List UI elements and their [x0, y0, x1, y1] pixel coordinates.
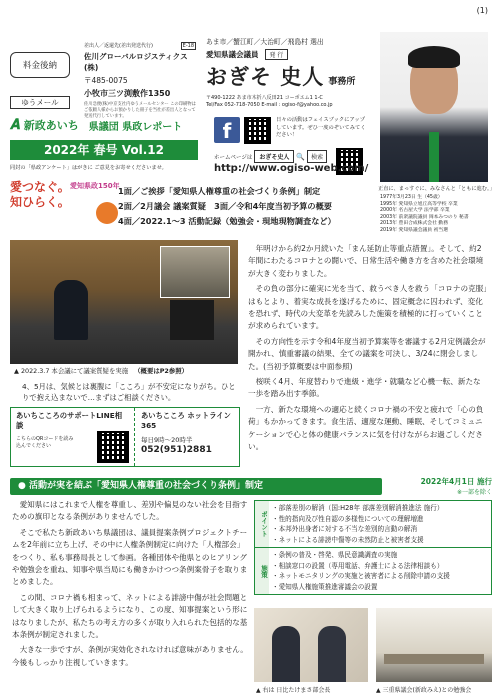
ordinance-date-text: 2022年4月1日 施行: [420, 477, 492, 486]
profile-contact: Tel/Fax 052-718-7050 E-mail : ogiso-f@yahoo.co.jp: [206, 102, 333, 108]
facebook-icon[interactable]: f: [214, 117, 240, 143]
greeting: [248, 243, 488, 457]
photo-caption: [14, 366, 188, 375]
point-label: ポイント: [255, 501, 269, 547]
mascot-icon: [96, 202, 118, 224]
hotline: [135, 408, 239, 466]
sender-note: 差出人／返還先(差出発送代行): [84, 43, 153, 49]
point-item: ・性的指向及び性自認の多様性についての理解増進: [272, 514, 424, 523]
ordinance-paragraph: そこで私たち新政あいち県議団は、議員提案条例プロジェクトチームを2年前に立ち上げ、その中に人権条例制定に向けた「人権部会」をつくり、私も事務局長として参画。各種団体や他県とのヒアリングや勉強会を重ね、知事や県当局にも働きかけつつ条例案骨子を取りまとめました。: [12, 527, 248, 587]
point-item: ・部落差別の解消（国:H28年 部落差別解消推進法 施行）: [272, 504, 444, 512]
point-item: ・ネットによる誹謗中傷等の未然防止と被害者支援: [272, 535, 424, 544]
sender-postal: 〒485-0075: [84, 76, 128, 85]
toc: [118, 184, 376, 229]
ordinance-date-note: ※一部を除く: [456, 489, 492, 496]
line-title: あいちこころのサポートLINE相談: [16, 411, 123, 430]
greeting-paragraph: その負の部分に確実に光を当て、救うべき人を救う「コロナの克服」はもとより、着実な成長を遂げるために、固定概念に囚われず、変化を恐れず、時代の大変革を先読みした施策を積極的に打っていくことが求められています。: [248, 284, 488, 331]
photo-caption-tag: （概要はP2参照）: [134, 367, 189, 375]
sender-notice: 佐川急便(株)中京支社内ゆうメールセンター この印刷物はご依頼人様からお預かりした冊子を当社が差出人となって発送代行しています。: [84, 102, 196, 119]
page-number: (1): [476, 6, 488, 15]
measure-label: 施策: [255, 548, 269, 594]
search-box[interactable]: おぎそ史人: [254, 150, 294, 163]
line-note: こちらのQRコードを読み込んでください: [16, 436, 74, 449]
person-figure: [272, 626, 300, 682]
history-item: 2019年 愛知県議会議員 初当選: [380, 227, 449, 233]
greeting-paragraph: 一方、新たな環境への適応と続くコロナ禍の不安と疲れで「心の負荷」もかかってきます。食生活、適度な運動、睡眠、そしてコミュニケーションで心と体の健康バランスに気を付けながらお過ごしください。: [248, 404, 484, 452]
search-icon: 🔍: [296, 152, 306, 161]
ordinance-paragraph: この間、コロナ禍も相まって、ネットによる誹謗中傷が社会問題として大きく取り上げられるようになり、この度、知事提案という形にはなりましたが、私たちの考え方の多くが取り入れられた包括的な基本条例が制定されました。: [12, 592, 248, 640]
anniversary-logo: [70, 182, 120, 232]
sender-block: [84, 42, 196, 120]
hotline-title: あいちこころ ホットライン365: [141, 411, 231, 430]
sender-address: 小牧市三ツ渕敷作1350: [84, 89, 171, 98]
anniversary-text: 愛知県政150年: [70, 182, 120, 190]
yumail-badge: ゆうメール: [10, 96, 70, 109]
portrait-photo: [380, 32, 488, 182]
meeting-caption-2: ▲ 三重県議会(新政みえ)との勉強会: [376, 687, 472, 694]
measure-item: ・ネットモニタリングの実施と被害者による削除申請の支援: [272, 572, 450, 580]
podium: [170, 300, 214, 340]
portrait-tie: [429, 132, 439, 182]
survey-notice: 同封の「県政アンケート」はがきに ご意見をお寄せくださいませ。: [10, 165, 167, 171]
table-figure: [384, 654, 484, 664]
photo-inset: [160, 246, 230, 298]
greeting-paragraph: 桜咲く4月、年度替わりで進級・進学・就職など心機一転、新たな一歩を踏み出す季節。: [248, 377, 481, 399]
history-item: 1977年3月23日 生（45歳）: [380, 195, 443, 200]
profile-role: 愛知県議会議員: [206, 50, 259, 59]
postage-label: 料金後納: [22, 61, 57, 71]
line-qr[interactable]: [97, 431, 129, 463]
measure-item: ・条例の普及・啓発、県民意識調査の実施: [272, 551, 398, 559]
hotline-hours: 毎日9時～20時半: [141, 436, 193, 444]
issue-banner: [10, 140, 198, 160]
facebook-note: 日々の活動はフェイスブックにアップしています。ぜひ一度のぞいてみてください！: [276, 117, 366, 138]
assembly-photo: [10, 240, 238, 364]
ordinance-body: [12, 499, 248, 672]
greeting-paragraph: 年明けから約2か月続いた「まん延防止等重点措置」。そして、約2年間にわたるコロナとの闘いで、日常生活や働き方を含めた社会環境が大きく変わりました。: [248, 244, 484, 278]
search-label[interactable]: 検索: [307, 150, 327, 163]
profile-history: [380, 195, 495, 235]
profile-districts: あま市／蟹江町／大治町／飛島村 選出: [206, 38, 324, 46]
facebook-qr[interactable]: [244, 117, 271, 144]
issue-label: 2022年 春号 Vol.12: [43, 143, 164, 157]
profile-office: 事務所: [328, 77, 356, 87]
greeting-paragraph: その方向性を示す令和4年度当初予算案等を審議する2月定例議会が開かれ、慎重審議の結果、全ての議案を可決し、3/24に閉会しました。(当初予算概要は中面参照): [248, 336, 486, 371]
homepage-url[interactable]: http://www.ogiso-web.com/: [214, 163, 369, 174]
ordinance-title: [10, 478, 382, 495]
sender-code: E-18: [182, 43, 194, 49]
postage-stamp: [10, 52, 70, 78]
toc-line2[interactable]: 2面／2月議会 議案質疑 3面／令和4年度当初予算の概要: [118, 201, 332, 211]
kokoro-box: [10, 407, 240, 467]
slogan-text: 愛つなぐ。知ひらく。: [10, 180, 70, 209]
ordinance-paragraph: 大きな一歩ですが、条例が実効化されなければ意味がありません。今後もしっかり注視していきます。: [12, 645, 248, 667]
profile-name: おぎそ 史人: [206, 65, 325, 89]
measure-item: ・相談窓口の設置（専用電話、弁護士による法律相談も）: [272, 561, 444, 570]
kokoro-intro: 4、5月は、気候とは裏腹に「こころ」が不安定になりがち。ひとりで抱え込まないで…まずはご相談ください。: [22, 382, 236, 402]
party-mark-icon: 𝑨: [10, 117, 20, 133]
report-title: 県議団 県政レポート: [88, 121, 183, 133]
sender-company: 佐川グローバルロジスティクス(株): [84, 52, 188, 72]
homepage-row: [214, 150, 327, 163]
profile-block: [206, 36, 376, 108]
hotline-phone[interactable]: 052(951)2881: [141, 445, 212, 455]
party-logo: [10, 117, 182, 133]
meeting-photo-1: [254, 608, 368, 682]
points-table: [254, 500, 492, 595]
toc-line3[interactable]: 4面／2022.1～3 活動記録（勉強会・現地現物調査など）: [118, 216, 336, 226]
speaker-figure: [54, 280, 88, 340]
person-figure: [318, 626, 346, 682]
ordinance-date: [386, 476, 492, 496]
history-item: 1995年 愛知県立旭丘高等学校 卒業: [380, 201, 458, 207]
history-item: 2013年 豊田合成株式会社 勤務: [380, 221, 449, 227]
history-item: 2003年 前衆議院議員 岡本みつのり 秘書: [380, 214, 469, 220]
meeting-photo-2: [376, 608, 492, 682]
publisher-badge: 発 行: [265, 49, 289, 60]
photo-caption-text: ▲ 2022.3.7 本会議にて議案質疑を実施: [14, 367, 129, 375]
portrait-hair: [408, 46, 460, 68]
line-consult: [11, 408, 135, 466]
history-item: 2000年 名古屋大学 法学部 卒業: [380, 208, 450, 214]
point-item: ・本邦外出身者に対する不当な差別的言動の解消: [272, 525, 418, 533]
profile-address: 〒490-1222 あま市木折八反田21 コーポエム1 1-C: [206, 95, 323, 101]
party-name: 新政あいち: [23, 119, 79, 132]
homepage-label: ホームページは: [214, 154, 253, 161]
meeting-caption-1: ▲ 右は 日比たけまさ部会長: [256, 687, 331, 694]
profile-message: 正直に、まっすぐに、みなさんと「ともに進む。」: [378, 186, 495, 192]
ordinance-title-text: ● 活動が実を結ぶ「愛知県人権尊重の社会づくり条例」制定: [18, 481, 263, 491]
ordinance-paragraph: 愛知県にはこれまで人権を尊重し、差別や偏見のない社会を目指すための旗印となる条例がありませんでした。: [12, 500, 248, 522]
measure-item: ・愛知県人権施策推進審議会の設置: [272, 582, 378, 591]
toc-line1[interactable]: 1面／ご挨拶「愛知県人権尊重の社会づくり条例」制定: [118, 186, 321, 196]
